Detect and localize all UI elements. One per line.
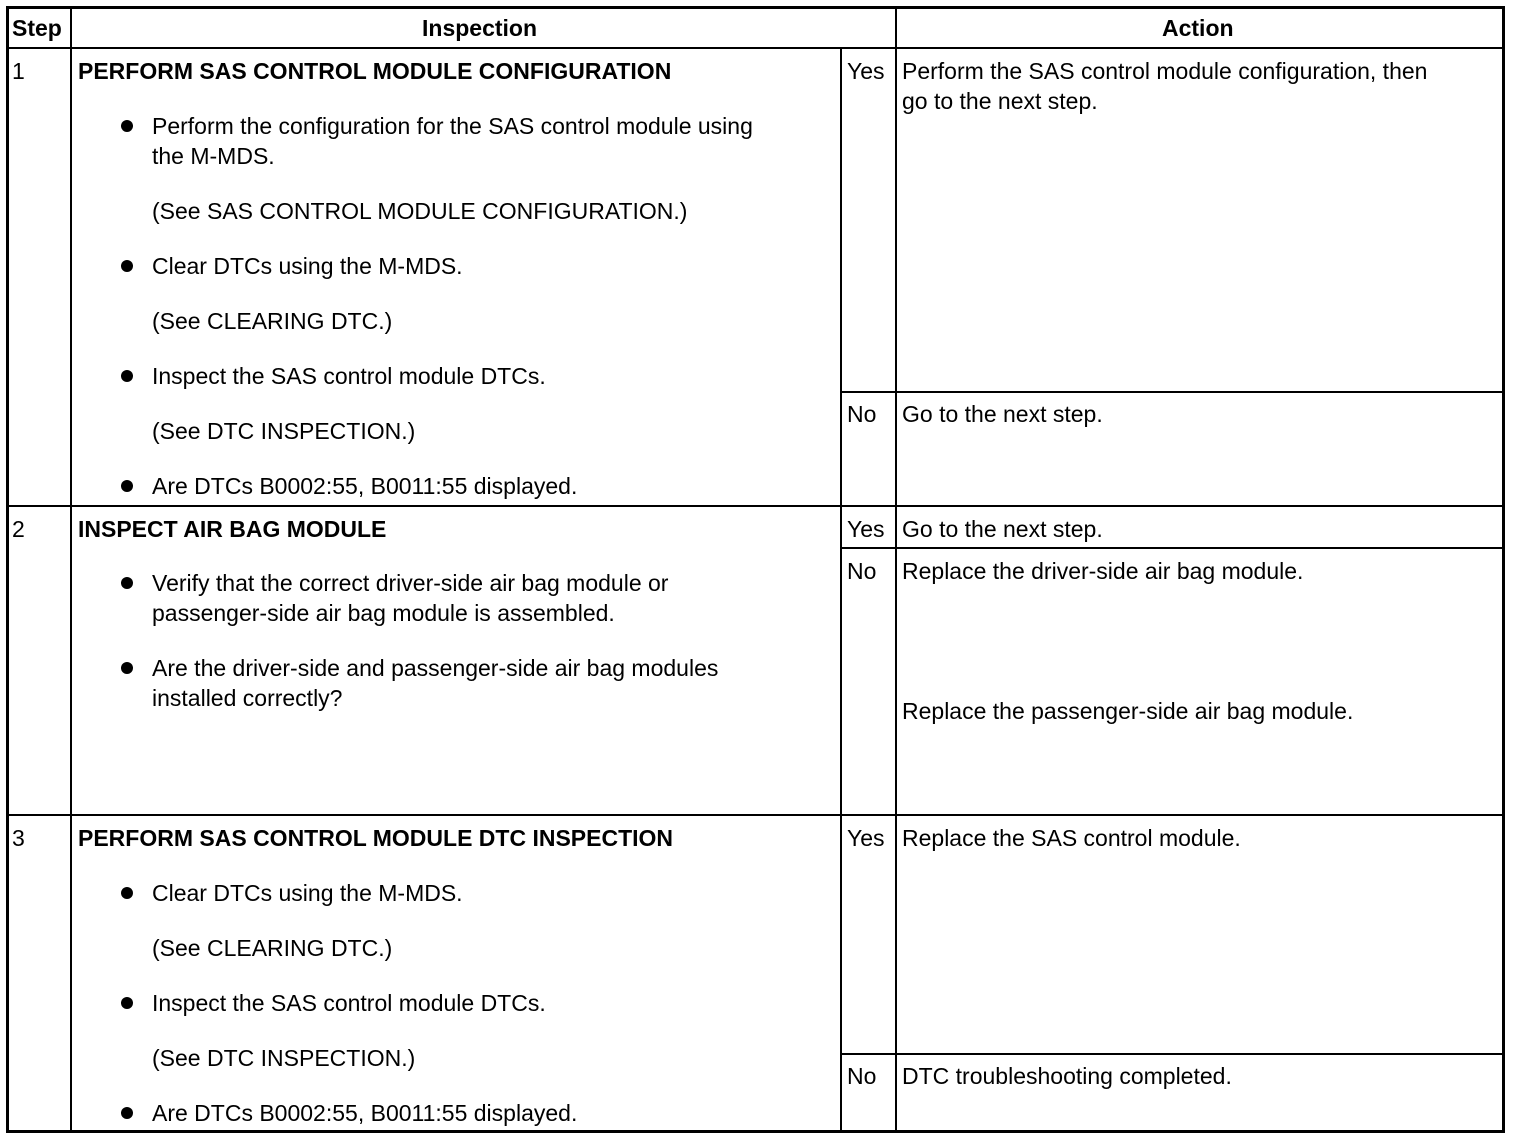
row3-bullet1-ref: (See CLEARING DTC.) [152,935,393,961]
row1-bullet1-line1: Perform the configuration for the SAS control module using [152,113,753,139]
divider-row2-yesno [841,547,1504,549]
row1-bullet2-line1: Clear DTCs using the M-MDS. [152,253,463,279]
row3-yes-label: Yes [847,825,885,851]
divider-row1-yesno [841,391,1504,393]
row3-title: PERFORM SAS CONTROL MODULE DTC INSPECTION [78,825,674,851]
row2-step: 2 [12,516,25,542]
row2-bullet2-line1: Are the driver-side and passenger-side air bag modules [152,655,719,681]
row3-step: 3 [12,825,25,851]
row2-bullet1-line2: passenger-side air bag module is assembled. [152,600,615,626]
bullet-icon [121,577,133,589]
bullet-icon [121,997,133,1009]
bullet-icon [121,662,133,674]
row1-bullet1-line2: the M-MDS. [152,143,275,169]
row1-no-label: No [847,401,877,427]
row3-bullet2-line1: Inspect the SAS control module DTCs. [152,990,546,1016]
header-action: Action [1162,15,1234,41]
row1-bullet2-ref: (See CLEARING DTC.) [152,308,393,334]
row2-bullet1-line1: Verify that the correct driver-side air bag module or [152,570,669,596]
row1-step: 1 [12,58,25,84]
row2-bullet2-line2: installed correctly? [152,685,343,711]
row3-no-label: No [847,1063,877,1089]
divider-yesno [895,8,897,1132]
bullet-icon [121,370,133,382]
row3-bullet1-line1: Clear DTCs using the M-MDS. [152,880,463,906]
row1-no-action-line1: Go to the next step. [902,401,1103,427]
row2-yes-action-line1: Go to the next step. [902,516,1103,542]
divider-inspection [840,48,842,1132]
divider-row2 [8,814,1504,816]
row2-no-label: No [847,558,877,584]
bullet-icon [121,120,133,132]
row1-yes-action-line1: Perform the SAS control module configuration, then [902,58,1428,84]
row3-yes-action-line1: Replace the SAS control module. [902,825,1241,851]
header-step: Step [12,15,62,41]
divider-row1 [8,505,1504,507]
divider-row3-yesno [841,1053,1504,1055]
row1-bullet3-line1: Inspect the SAS control module DTCs. [152,363,546,389]
row1-title: PERFORM SAS CONTROL MODULE CONFIGURATION [78,58,672,84]
row1-bullet3-ref: (See DTC INSPECTION.) [152,418,416,444]
row2-title: INSPECT AIR BAG MODULE [78,516,387,542]
row1-yes-action-line2: go to the next step. [902,88,1098,114]
row1-yes-label: Yes [847,58,885,84]
bullet-icon [121,887,133,899]
row1-bullet1-ref: (See SAS CONTROL MODULE CONFIGURATION.) [152,198,688,224]
row3-bullet2-ref: (See DTC INSPECTION.) [152,1045,416,1071]
divider-header [8,47,1504,49]
row2-no-action-line1: Replace the driver-side air bag module. [902,558,1304,584]
header-inspection: Inspection [422,15,538,41]
row3-no-action-line1: DTC troubleshooting completed. [902,1063,1232,1089]
row2-no-action-line2: Replace the passenger-side air bag module. [902,698,1354,724]
row2-yes-label: Yes [847,516,885,542]
row3-bullet3-line1: Are DTCs B0002:55, B0011:55 displayed. [152,1100,578,1126]
divider-step [70,8,72,1132]
row1-bullet4-line1: Are DTCs B0002:55, B0011:55 displayed. [152,473,578,499]
bullet-icon [121,260,133,272]
bullet-icon [121,1107,133,1119]
bullet-icon [121,480,133,492]
